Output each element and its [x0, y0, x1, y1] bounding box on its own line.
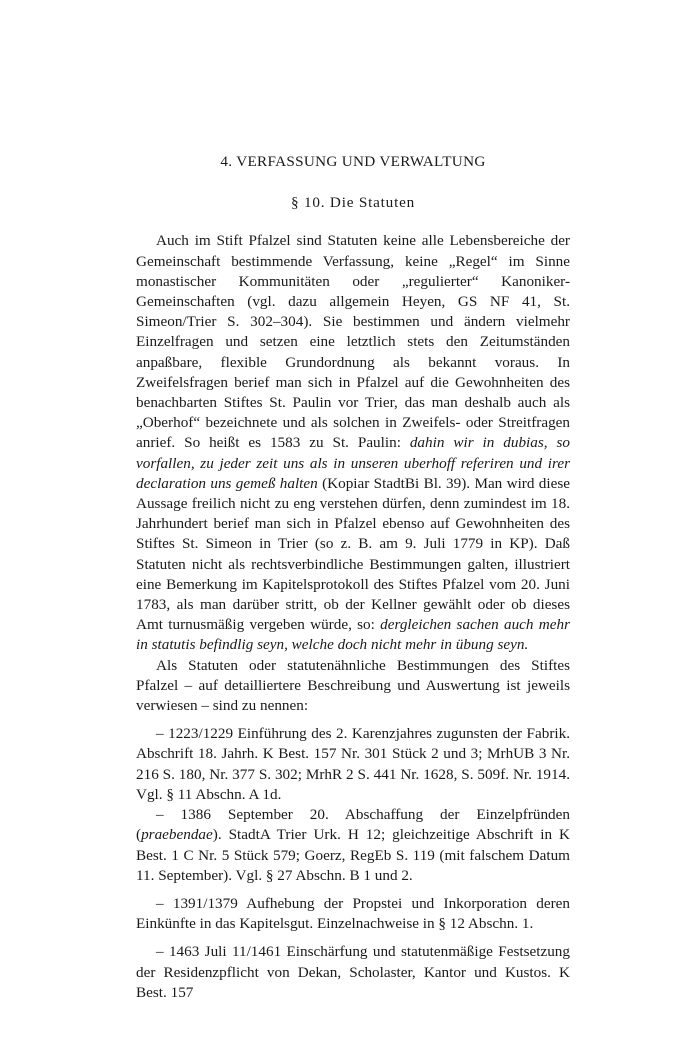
document-page	[136, 152, 570, 1003]
statute-entry	[136, 805, 570, 886]
statute-entry	[136, 724, 570, 805]
entry-italic: praebendae	[141, 826, 213, 844]
entry-text: – 1391/1379 Aufhebung der Propstei und Inkorporation deren Einkünfte in das Kapitelsgut. Einzelnachweise in § 12 Abschn. 1.	[136, 894, 570, 933]
body-paragraph	[136, 231, 570, 655]
paragraph-text: Auch im Stift Pfalzel sind Statuten keine alle Lebensbereiche der Gemeinschaft bestimmende Verfassung, keine „Regel“ im Sinne monastischer Kommunitäten oder „regulierter“ Kanoniker-Gemeinschaften (vgl. dazu allgemein Heyen, GS NF 41, St. Simeon/Trier S. 302–304). Sie bestimmen und ändern vielmehr Einzelfragen und setzen eine letztlich stets den Zeitumständen anpaßbare, flexible Grundordnung als bekannt voraus. In Zweifelsfragen berief man sich in Pfalzel auf die Gewohnheiten des benachbarten Stiftes St. Paulin vor Trier, das man deshalb auch als „Oberhof“ bezeichnete und als solchen in Zweifels- oder Streitfragen anrief. So heißt es 1583 zu St. Paulin:	[136, 232, 570, 452]
paragraph-text: Als Statuten oder statutenähnliche Bestimmungen des Stiftes Pfalzel – auf detailliertere Beschreibung und Auswertung ist jeweils verwiesen – sind zu nennen:	[136, 656, 570, 715]
entry-text: – 1463 Juli 11/1461 Einschärfung und statutenmäßige Festsetzung der Residenzpflicht von Dekan, Scholaster, Kantor und Kustos. K Best. 157	[136, 943, 570, 1001]
paragraph-text: (Kopiar StadtBi Bl. 39). Man wird diese Aussage freilich nicht zu eng verstehen dürfen, denn zumindest im 18. Jahrhundert berief man sich in Pfalzel ebenso auf Gewohnheiten des Stiftes St. Simeon in Trier (so z. B. am 9. Juli 1779 in KP). Daß Statuten nicht als rechtsverbindliche Bestimmungen galten, illustriert eine Bemerkung im Kapitelsprotokoll des Stiftes Pfalzel vom 20. Juni 1783, als man darüber stritt, ob der Kellner gewählt oder ob dieses Amt turnusmäßig vergeben würde, so:	[136, 474, 571, 634]
entry-text: – 1223/1229 Einführung des 2. Karenzjahres zugunsten der Fabrik. Abschrift 18. Jahrh. K Best. 157 Nr. 301 Stück 2 und 3; MrhUB 3 Nr. 216 S. 180, Nr. 377 S. 302; MrhR 2 S. 441 Nr. 1628, S. 509f. Nr. 1914. Vgl. § 11 Abschn. A 1d.	[136, 725, 570, 803]
section-heading: § 10. Die Statuten	[290, 194, 416, 212]
entry-text: ). StadtA Trier Urk. H 12; gleichzeitige Abschrift in K Best. 1 C Nr. 5 Stück 579; Goerz, RegEb S. 119 (mit falschem Datum 11. September). Vgl. § 27 Abschn. B 1 und 2.	[136, 826, 570, 884]
statute-entry	[136, 894, 570, 934]
entry-text: – 1386 September 20. Abschaffung der Einzelpfründen (	[136, 806, 570, 844]
quotation-italic: dahin wir in dubias, so vorfallen, zu jeder zeit uns als in unseren uberhoff referiren und irer declaration uns gemeß halten	[136, 434, 570, 492]
body-paragraph	[136, 656, 570, 717]
statute-entry	[136, 942, 570, 1003]
quotation-italic: dergleichen sachen auch mehr in statutis befindlig seyn, welche doch nicht mehr in übung seyn.	[136, 616, 570, 654]
chapter-heading: 4. VERFASSUNG UND VERWALTUNG	[220, 153, 486, 170]
